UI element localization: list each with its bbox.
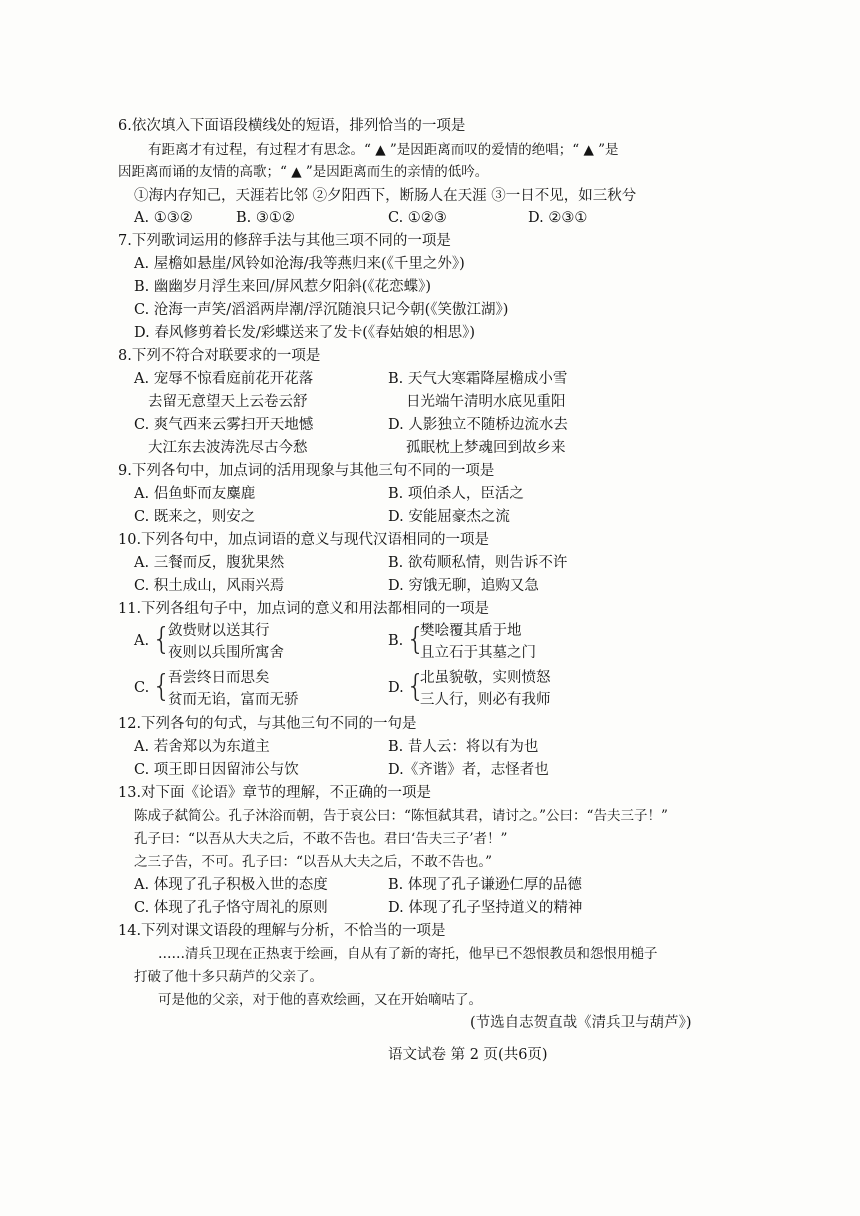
q14-text-line3: 可是他的父亲，对于他的喜欢绘画，又在开始嘀咕了。: [158, 992, 482, 1008]
q6-paragraph-line2: 因距离而诵的友情的高歌；“ ▲ ”是因距离而生的亲情的低吟。: [118, 164, 489, 180]
q11-option-c-brace: {: [152, 669, 172, 704]
q11-stem: 11.下列各组句子中，加点词的意义和用法都相同的一项是: [118, 601, 490, 617]
q13-option-c: C. 体现了孔子恪守周礼的原则: [134, 900, 328, 916]
q6-option-b: B. ③①②: [236, 210, 295, 226]
q11-option-c-line1: 吾尝终日而思矣: [168, 670, 270, 686]
q10-option-c: C. 积土成山，风雨兴焉: [134, 578, 285, 594]
q11-option-d-line1: 北虽貌敬，实则愤怒: [420, 670, 551, 686]
q8-option-c-line1: C. 爽气西来云雾扫开天地憾: [134, 417, 314, 433]
q13-option-d: D. 体现了孔子坚持道义的精神: [388, 900, 583, 916]
q8-option-d-line1: D. 人影独立不随桥边流水去: [388, 417, 568, 433]
q14-text-line2: 打破了他十多只葫芦的父亲了。: [134, 969, 323, 985]
q10-stem: 10.下列各句中，加点词语的意义与现代汉语相同的一项是: [118, 532, 490, 548]
q6-stem: 6.依次填入下面语段横线处的短语，排列恰当的一项是: [118, 118, 466, 134]
q12-option-c: C. 项王即日因留沛公与饮: [134, 762, 299, 778]
q11-option-b-line1: 樊哙覆其盾于地: [420, 623, 522, 639]
q8-option-b-line1: B. 天气大寒霜降屋檐成小雪: [388, 371, 568, 387]
q6-items: ①海内存知己，天涯若比邻 ②夕阳西下，断肠人在天涯 ③一日不见，如三秋兮: [134, 188, 637, 204]
q6-option-d: D. ②③①: [528, 210, 588, 226]
q12-option-b: B. 昔人云：将以有为也: [388, 739, 539, 755]
q8-option-b-line2: 日光端午清明水底见重阳: [406, 394, 566, 410]
q8-option-a-line1: A. 宠辱不惊看庭前花开花落: [134, 371, 314, 387]
q7-option-a: A. 屋檐如悬崖/风铃如沧海/我等燕归来(《千里之外》): [134, 256, 465, 272]
q11-option-a-brace: {: [152, 622, 172, 657]
q14-source: (节选自志贺直哉《清兵卫与葫芦》): [470, 1015, 692, 1031]
q11-option-d-line2: 三人行，则必有我师: [420, 692, 551, 708]
q13-option-b: B. 体现了孔子谦逊仁厚的品德: [388, 877, 582, 893]
q9-option-a: A. 侣鱼虾而友麋鹿: [134, 486, 256, 502]
page-footer: 语文试卷 第 2 页(共6页): [388, 1047, 548, 1063]
q11-option-a-line1: 敛赀财以送其行: [168, 623, 270, 639]
q11-option-c-label: C.: [134, 680, 150, 696]
q13-text-line2: 孔子曰：“以吾从大夫之后，不敢不告也。君曰‘告夫三子’者！”: [134, 831, 508, 847]
q10-option-d: D. 穷饿无聊，追购又急: [388, 578, 539, 594]
q11-option-b-brace: {: [406, 622, 426, 657]
q12-stem: 12.下列各句的句式，与其他三句不同的一句是: [118, 716, 417, 732]
q11-option-d-label: D.: [388, 680, 404, 696]
q8-stem: 8.下列不符合对联要求的一项是: [118, 348, 321, 364]
q13-text-line1: 陈成子弑简公。孔子沐浴而朝，告于哀公曰：“陈恒弑其君，请讨之。”公曰：“告夫三子！”: [134, 808, 668, 824]
q7-option-b: B. 幽幽岁月浮生来回/屏风惹夕阳斜(《花恋蝶》): [134, 279, 432, 295]
q13-text-line3: 之三子告，不可。孔子曰：“以吾从大夫之后，不敢不告也。”: [134, 854, 493, 870]
q11-option-b-label: B.: [388, 633, 404, 649]
q7-option-c: C. 沧海一声笑/滔滔两岸潮/浮沉随浪只记今朝(《笑傲江湖》): [134, 302, 509, 318]
q13-option-a: A. 体现了孔子积极入世的态度: [134, 877, 328, 893]
q8-option-c-line2: 大江东去波涛洗尽古今愁: [148, 440, 308, 456]
q9-option-c: C. 既来之，则安之: [134, 509, 256, 525]
q13-stem: 13.对下面《论语》章节的理解，不正确的一项是: [118, 785, 432, 801]
q6-paragraph-line1: 有距离才有过程，有过程才有思念。“ ▲ ”是因距离而叹的爱情的绝唱；“ ▲ ”是: [148, 142, 619, 158]
q14-stem: 14.下列对课文语段的理解与分析，不恰当的一项是: [118, 923, 446, 939]
q11-option-d-brace: {: [406, 669, 426, 704]
q6-option-a: A. ①③②: [134, 210, 193, 226]
q12-option-d: D.《齐谐》者，志怪者也: [388, 762, 549, 778]
q8-option-a-line2: 去留无意望天上云卷云舒: [148, 394, 308, 410]
q7-stem: 7.下列歌词运用的修辞手法与其他三项不同的一项是: [118, 233, 451, 249]
q11-option-b-line2: 且立石于其墓之门: [420, 645, 536, 661]
q9-option-b: B. 项伯杀人，臣活之: [388, 486, 524, 502]
q6-option-c: C. ①②③: [388, 210, 447, 226]
q11-option-a-label: A.: [134, 633, 150, 649]
q7-option-d: D. 春风修剪着长发/彩蝶送来了发卡(《春姑娘的相思》): [134, 325, 476, 341]
q10-option-b: B. 欲苟顺私情，则告诉不许: [388, 555, 568, 571]
q8-option-d-line2: 孤眠枕上梦魂回到故乡来: [406, 440, 566, 456]
q10-option-a: A. 三餐而反，腹犹果然: [134, 555, 285, 571]
q9-stem: 9.下列各句中，加点词的活用现象与其他三句不同的一项是: [118, 463, 495, 479]
q14-text-line1: ……清兵卫现在正热衷于绘画，自从有了新的寄托，他早已不怨恨教员和怨恨用槌子: [158, 946, 658, 962]
q9-option-d: D. 安能屈豪杰之流: [388, 509, 510, 525]
q11-option-c-line2: 贫而无谄，富而无骄: [168, 692, 299, 708]
q12-option-a: A. 若舍郑以为东道主: [134, 739, 270, 755]
q11-option-a-line2: 夜则以兵围所寓舍: [168, 645, 284, 661]
